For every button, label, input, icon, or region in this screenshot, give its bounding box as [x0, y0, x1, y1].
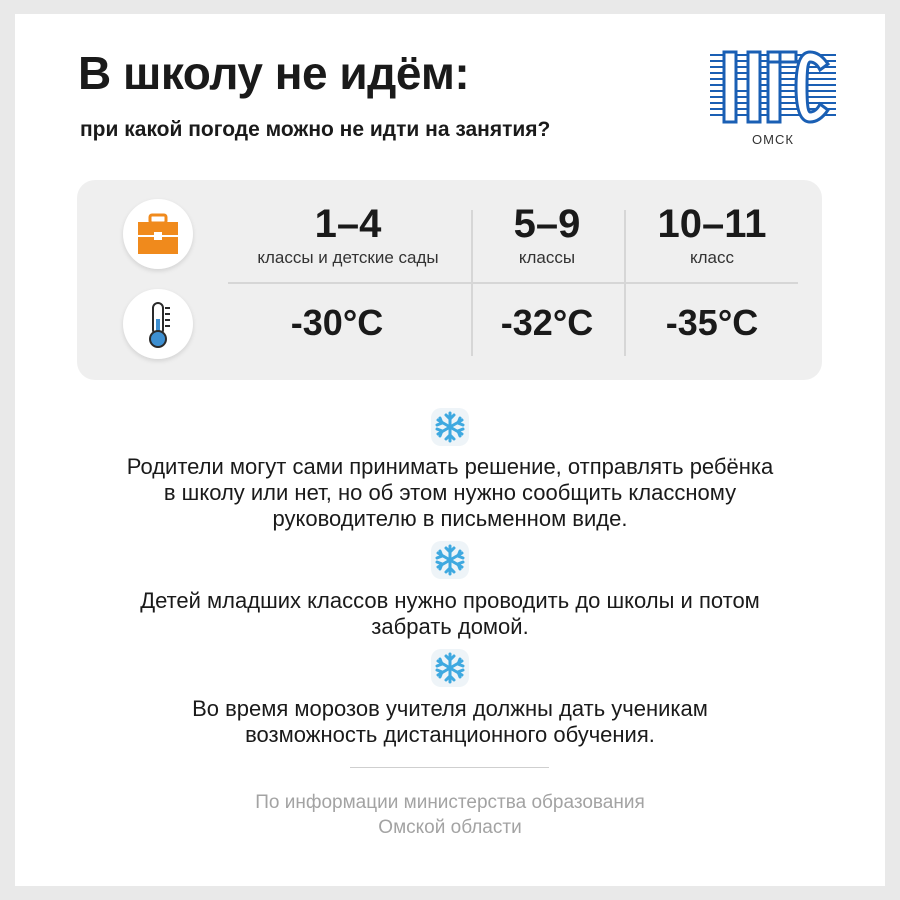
grades-5-9-label: классы [518, 248, 576, 267]
grades-10-11-label: класс [689, 248, 734, 267]
grades-1-4-label: классы и детские сады [257, 248, 439, 267]
source-line: По информации министерства образования [255, 792, 645, 813]
temp-1-4: -30°C [290, 302, 384, 343]
note-line: в школу или нет, но об этом нужно сообщить классному [163, 480, 737, 505]
note-line: руководителю в письменном виде. [272, 506, 628, 531]
note-line: Родители могут сами принимать решение, отправлять ребёнка [126, 454, 774, 479]
row-divider [228, 282, 798, 284]
snowflake-icon [428, 405, 472, 449]
note-line: Во время морозов учителя должны дать ученикам [192, 696, 708, 721]
snowflake-icon [428, 538, 472, 582]
note-line: Детей младших классов нужно проводить до школы и потом [140, 588, 760, 613]
temp-10-11: -35°C [665, 302, 759, 343]
note-parents-decision [50, 454, 850, 532]
grades-1-4: 1–4 [314, 202, 382, 246]
ngs-logo-mark [708, 44, 838, 132]
page-subtitle: при какой погоде можно не идти на занятия? [80, 118, 551, 141]
grades-5-9: 5–9 [513, 202, 581, 246]
note-remote-learning [50, 696, 850, 748]
note-younger-students [50, 588, 850, 640]
logo-city: ОМСК [752, 132, 794, 147]
note-line: возможность дистанционного обучения. [245, 722, 655, 747]
source-line: Омской области [378, 817, 522, 838]
footer-divider [350, 767, 549, 768]
grades-10-11: 10–11 [657, 202, 767, 246]
source-note [150, 790, 750, 840]
ngs-logo [708, 44, 838, 154]
page-title: В школу не идём: [78, 47, 470, 99]
briefcase-icon [123, 199, 193, 269]
thermometer-icon [123, 289, 193, 359]
temp-5-9: -32°C [500, 302, 594, 343]
snowflake-icon [428, 646, 472, 690]
note-line: забрать домой. [371, 614, 529, 639]
